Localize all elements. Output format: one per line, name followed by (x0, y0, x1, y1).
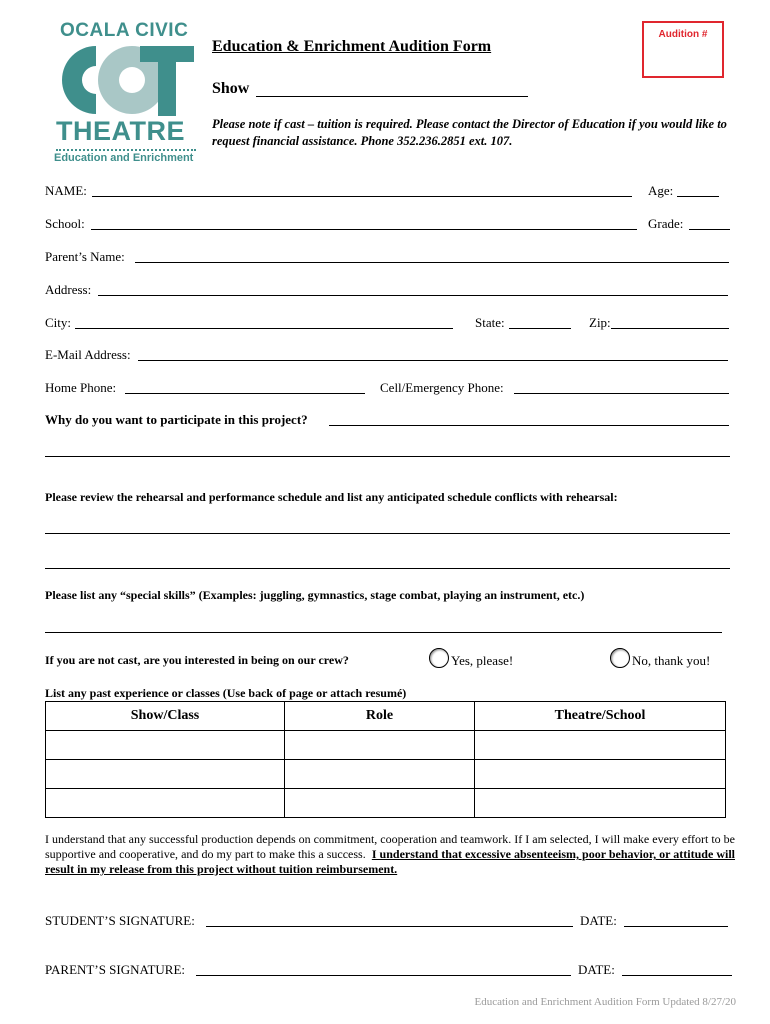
age-label: Age: (648, 183, 674, 198)
crew-yes-label: Yes, please! (451, 653, 514, 668)
email-input[interactable] (138, 360, 728, 361)
grade-input[interactable] (689, 229, 730, 230)
schedule-question: Please review the rehearsal and performance schedule and list any anticipated schedule conflicts with rehearsal: (45, 490, 618, 504)
theatre-logo (52, 20, 202, 170)
crew-yes-radio[interactable] (429, 648, 449, 668)
table-cell[interactable] (285, 760, 475, 789)
student-date-input[interactable] (624, 926, 728, 927)
col-role: Role (285, 702, 475, 731)
schedule-input-line-1[interactable] (45, 533, 730, 534)
form-title: Education & Enrichment Audition Form (212, 38, 492, 55)
col-theatre-school: Theatre/School (475, 702, 726, 731)
table-cell[interactable] (475, 789, 726, 818)
table-row (46, 760, 726, 789)
address-label: Address: (45, 282, 92, 297)
parent-name-input[interactable] (135, 262, 729, 263)
show-label: Show (212, 80, 250, 97)
state-label: State: (475, 315, 505, 330)
show-input[interactable] (256, 96, 528, 97)
home-phone-input[interactable] (125, 393, 365, 394)
cell-phone-input[interactable] (514, 393, 729, 394)
audition-number-label: Audition # (658, 29, 708, 40)
city-input[interactable] (75, 328, 453, 329)
agreement-text: I understand that any successful production depends on commitment, cooperation and teamwork. If I am selected, I will make every effort to be supportive and cooperative, and do my part to make this a success. (45, 832, 735, 861)
student-signature-input[interactable] (206, 926, 573, 927)
parent-name-label: Parent’s Name: (45, 249, 125, 264)
agreement-underlined: I understand that excessive absenteeism, poor behavior, or attitude will result in my release from this project without tuition reimbursement. (45, 847, 736, 876)
table-cell[interactable] (285, 731, 475, 760)
logo-top-text: OCALA CIVIC (60, 20, 189, 41)
logo-sub-text: Education and Enrichment (54, 152, 194, 164)
state-input[interactable] (509, 328, 571, 329)
crew-question: If you are not cast, are you interested in being on our crew? (45, 653, 349, 667)
parent-signature-input[interactable] (196, 975, 571, 976)
schedule-question-text: Please review the rehearsal and performance schedule and list any anticipated schedule conflicts with rehearsal (45, 490, 614, 504)
table-cell[interactable] (46, 760, 285, 789)
why-question: Why do you want to participate in this project? (45, 412, 308, 427)
audition-number-box[interactable] (642, 21, 724, 78)
table-cell[interactable] (46, 789, 285, 818)
why-input-line-2[interactable] (45, 456, 730, 457)
age-input[interactable] (677, 196, 719, 197)
name-input[interactable] (92, 196, 632, 197)
school-input[interactable] (91, 229, 637, 230)
experience-label: List any past experience or classes (Use back of page or attach resumé) (45, 686, 407, 700)
footer-text: Education and Enrichment Audition Form Updated 8/27/20 (474, 996, 736, 1008)
parent-date-input[interactable] (622, 975, 732, 976)
table-cell[interactable] (475, 760, 726, 789)
logo-main-text: THEATRE (56, 116, 185, 146)
experience-table (45, 701, 726, 818)
col-show-class: Show/Class (46, 702, 285, 731)
student-signature-label: STUDENT’S SIGNATURE: (45, 913, 195, 928)
agreement-paragraph (45, 832, 735, 877)
student-date-label: DATE: (580, 913, 617, 928)
schedule-input-line-2[interactable] (45, 568, 730, 569)
parent-signature-label: PARENT’S SIGNATURE: (45, 962, 186, 977)
grade-label: Grade: (648, 216, 684, 231)
zip-label: Zip: (589, 315, 611, 330)
email-label: E-Mail Address: (45, 347, 131, 362)
skills-input[interactable] (45, 632, 722, 633)
why-input[interactable] (329, 425, 729, 426)
table-cell[interactable] (285, 789, 475, 818)
parent-date-label: DATE: (578, 962, 615, 977)
table-cell[interactable] (475, 731, 726, 760)
table-cell[interactable] (46, 731, 285, 760)
name-label: NAME: (45, 183, 87, 198)
table-row (46, 789, 726, 818)
home-phone-label: Home Phone: (45, 380, 117, 395)
cell-phone-label: Cell/Emergency Phone: (380, 380, 504, 395)
table-row (46, 731, 726, 760)
zip-input[interactable] (611, 328, 729, 329)
address-input[interactable] (98, 295, 728, 296)
table-header-row (46, 702, 726, 731)
logo-oct-mark (56, 42, 196, 118)
crew-no-radio[interactable] (610, 648, 630, 668)
tuition-note: Please note if cast – tuition is required. Please contact the Director of Education if you would like to request financial assistance. Phone 352.236.2851 ext. 107. (212, 117, 727, 148)
skills-question: Please list any “special skills” (Examples: juggling, gymnastics, stage combat, playing an instrument, etc.) (45, 588, 585, 602)
school-label: School: (45, 216, 85, 231)
crew-no-label: No, thank you! (632, 653, 711, 668)
city-label: City: (45, 315, 72, 330)
